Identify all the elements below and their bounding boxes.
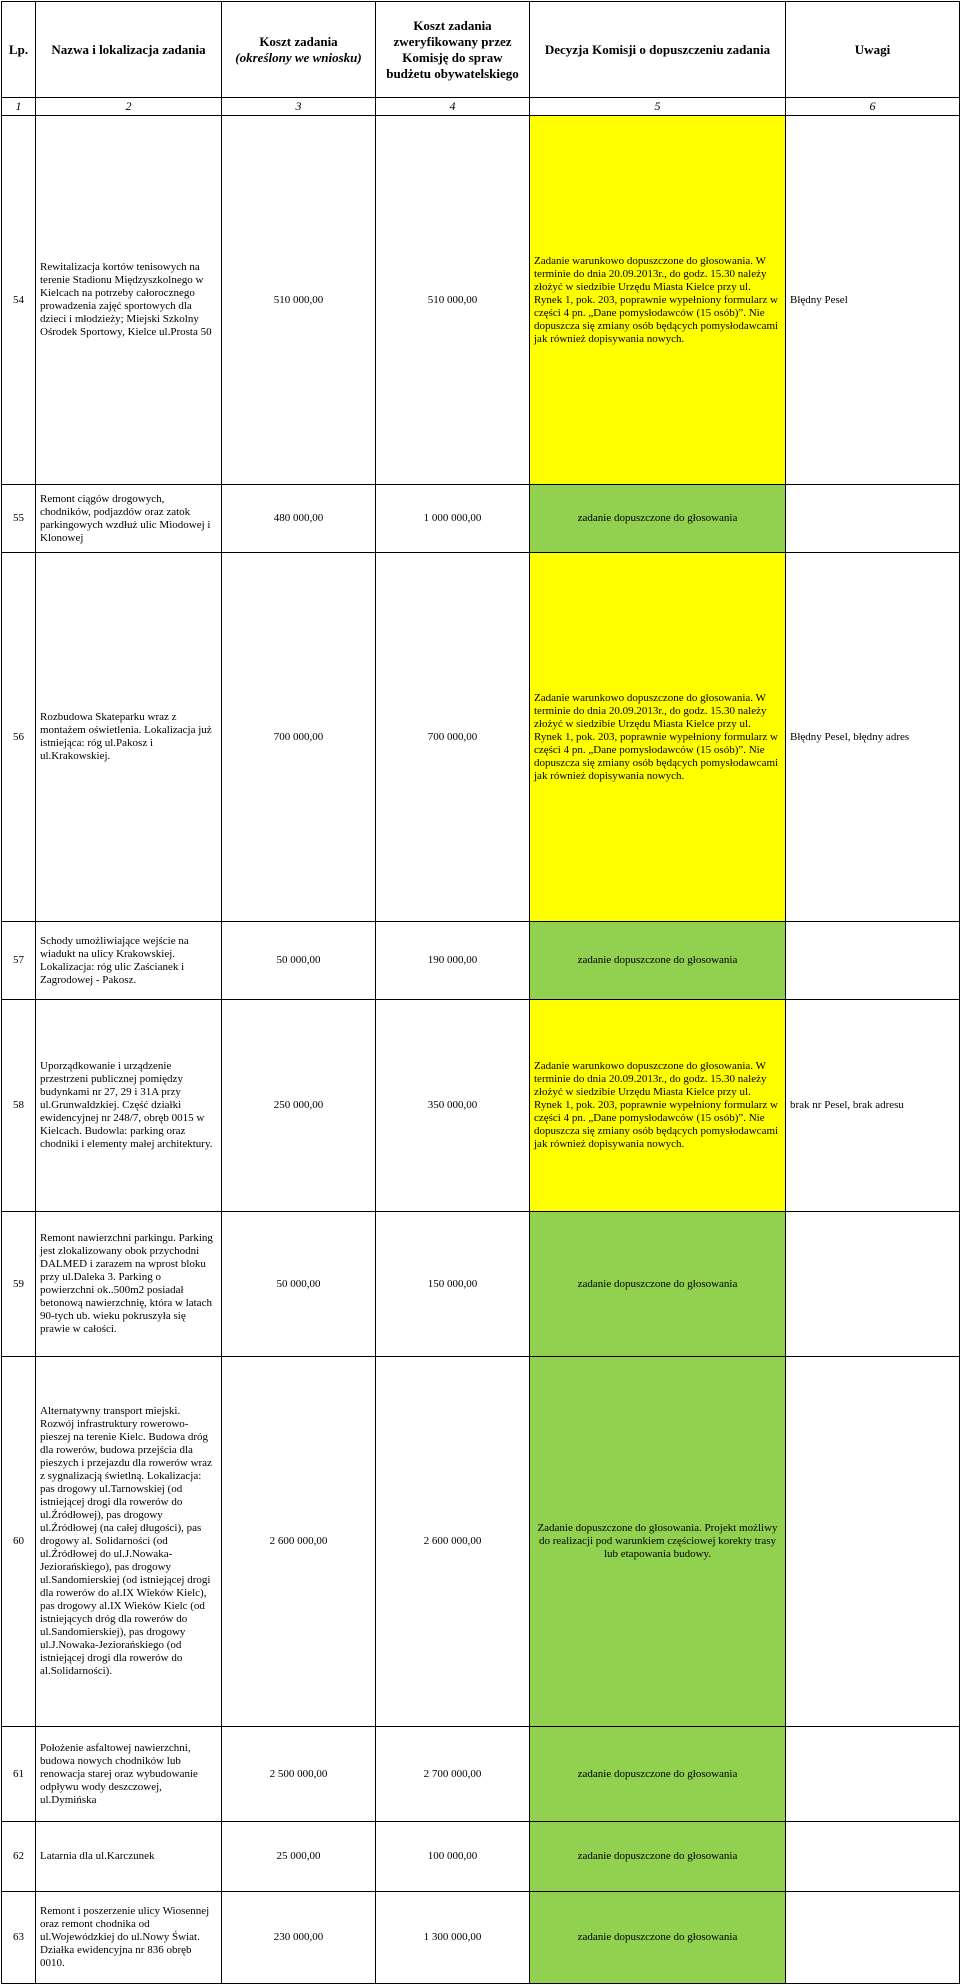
row-lp: 63	[2, 1892, 36, 1984]
row-lp: 56	[2, 553, 36, 922]
header-cost-title: Koszt zadania	[259, 33, 338, 49]
header-row	[2, 2, 960, 98]
row-verified-cost: 2 600 000,00	[376, 1357, 530, 1727]
row-notes	[786, 1892, 960, 1984]
table-row	[2, 1212, 960, 1357]
row-lp: 60	[2, 1357, 36, 1727]
row-cost: 50 000,00	[222, 922, 376, 1000]
row-cost: 50 000,00	[222, 1212, 376, 1357]
row-cost: 700 000,00	[222, 553, 376, 922]
table-row	[2, 1822, 960, 1892]
column-number: 6	[786, 98, 960, 116]
row-decision: zadanie dopuszczone do głosowania	[530, 922, 786, 1000]
row-lp: 59	[2, 1212, 36, 1357]
row-decision: Zadanie dopuszczone do głosowania. Projekt możliwy do realizacji pod warunkiem częściowej korekty trasy lub etapowania budowy.	[530, 1357, 786, 1727]
row-verified-cost: 700 000,00	[376, 553, 530, 922]
row-name: Rozbudowa Skateparku wraz z montażem oświetlenia. Lokalizacja już istniejąca: róg ul.Pakosz i ul.Krakowskiej.	[36, 553, 222, 922]
row-name: Alternatywny transport miejski. Rozwój infrastruktury rowerowo-pieszej na terenie Kielc. Budowa dróg dla rowerów, budowa przejścia dla pieszych i przejazdu dla rowerów wraz z sygnalizacją świetlną. Lokalizacja: pas drogowy ul.Tarnowskiej (od istniejącej drogi dla rowerów do ul.Źródłowej), pas drogowy ul.Źródłowej (na całej długości), pas drogowy al. Solidarności (od ul.Źródłowej do ul.J.Nowaka-Jeziorańskiego), pas drogowy ul.Sandomierskiej (od istniejącej drogi dla rowerów do al.IX Wieków Kielc), pas drogowy al.IX Wieków Kielc (od istniejących dróg dla rowerów do ul.Sandomierskiej), pas drogowy ul.J.Nowaka-Jeziorańskiego (od istniejącej drogi dla rowerów do al.Solidarności).	[36, 1357, 222, 1727]
row-verified-cost: 1 000 000,00	[376, 485, 530, 553]
row-name: Latarnia dla ul.Karczunek	[36, 1822, 222, 1892]
row-notes: Błędny Pesel, błędny adres	[786, 553, 960, 922]
row-decision: zadanie dopuszczone do głosowania	[530, 485, 786, 553]
table-row	[2, 1727, 960, 1822]
row-cost: 250 000,00	[222, 1000, 376, 1212]
header-cost	[222, 2, 376, 98]
row-name: Położenie asfaltowej nawierzchni, budowa nowych chodników lub renowacja starej oraz wybudowanie odpływu wody deszczowej, ul.Dymińska	[36, 1727, 222, 1822]
table-row	[2, 1892, 960, 1984]
row-cost: 2 600 000,00	[222, 1357, 376, 1727]
row-verified-cost: 1 300 000,00	[376, 1892, 530, 1984]
column-number: 4	[376, 98, 530, 116]
table-row	[2, 553, 960, 922]
row-notes: Błędny Pesel	[786, 116, 960, 485]
row-decision: Zadanie warunkowo dopuszczone do głosowania. W terminie do dnia 20.09.2013r., do godz. 15.30 należy złożyć w siedzibie Urzędu Miasta Kielce przy ul. Rynek 1, pok. 203, poprawnie wypełniony formularz w części 4 pn. „Dane pomysłodawców (15 osób)”. Nie dopuszcza się zmiany osób będących pomysłodawcami jak również dopisywania nowych.	[530, 1000, 786, 1212]
header-notes: Uwagi	[786, 2, 960, 98]
row-decision: zadanie dopuszczone do głosowania	[530, 1212, 786, 1357]
row-lp: 55	[2, 485, 36, 553]
row-decision: Zadanie warunkowo dopuszczone do głosowania. W terminie do dnia 20.09.2013r., do godz. 15.30 należy złożyć w siedzibie Urzędu Miasta Kielce przy ul. Rynek 1, pok. 203, poprawnie wypełniony formularz w części 4 pn. „Dane pomysłodawców (15 osób)”. Nie dopuszcza się zmiany osób będących pomysłodawcami jak również dopisywania nowych.	[530, 116, 786, 485]
row-name: Schody umożliwiające wejście na wiadukt na ulicy Krakowskiej. Lokalizacja: róg ulic Zaścianek i Zagrodowej - Pakosz.	[36, 922, 222, 1000]
row-notes	[786, 1727, 960, 1822]
row-decision: zadanie dopuszczone do głosowania	[530, 1727, 786, 1822]
row-decision: zadanie dopuszczone do głosowania	[530, 1822, 786, 1892]
row-lp: 62	[2, 1822, 36, 1892]
header-cost-subtitle: (określony we wniosku)	[235, 49, 362, 65]
row-cost: 510 000,00	[222, 116, 376, 485]
row-verified-cost: 190 000,00	[376, 922, 530, 1000]
column-number: 1	[2, 98, 36, 116]
row-notes	[786, 1357, 960, 1727]
row-decision: Zadanie warunkowo dopuszczone do głosowania. W terminie do dnia 20.09.2013r., do godz. 15.30 należy złożyć w siedzibie Urzędu Miasta Kielce przy ul. Rynek 1, pok. 203, poprawnie wypełniony formularz w części 4 pn. „Dane pomysłodawców (15 osób)”. Nie dopuszcza się zmiany osób będących pomysłodawcami jak również dopisywania nowych.	[530, 553, 786, 922]
table-row	[2, 485, 960, 553]
row-lp: 61	[2, 1727, 36, 1822]
column-number-row	[2, 98, 960, 116]
row-name: Remont i poszerzenie ulicy Wiosennej oraz remont chodnika od ul.Wojewódzkiej do ul.Nowy Świat. Działka ewidencyjna nr 836 obręb 0010.	[36, 1892, 222, 1984]
row-name: Uporządkowanie i urządzenie przestrzeni publicznej pomiędzy budynkami nr 27, 29 i 31A przy ul.Grunwaldzkiej. Część działki ewidencyjnej nr 248/7, obręb 0015 w Kielcach. Budowla: parking oraz chodniki i elementy małej architektury.	[36, 1000, 222, 1212]
row-lp: 58	[2, 1000, 36, 1212]
row-cost: 230 000,00	[222, 1892, 376, 1984]
row-lp: 54	[2, 116, 36, 485]
row-notes	[786, 1822, 960, 1892]
row-notes	[786, 485, 960, 553]
row-cost: 25 000,00	[222, 1822, 376, 1892]
row-cost: 480 000,00	[222, 485, 376, 553]
header-lp: Lp.	[2, 2, 36, 98]
row-verified-cost: 2 700 000,00	[376, 1727, 530, 1822]
row-verified-cost: 100 000,00	[376, 1822, 530, 1892]
row-name: Rewitalizacja kortów tenisowych na terenie Stadionu Międzyszkolnego w Kielcach na potrzeby całorocznego prowadzenia zajęć sportowych dla dzieci i młodzieży; Miejski Szkolny Ośrodek Sportowy, Kielce ul.Prosta 50	[36, 116, 222, 485]
header-verified: Koszt zadania zweryfikowany przez Komisję do spraw budżetu obywatelskiego	[376, 2, 530, 98]
table-row	[2, 1000, 960, 1212]
column-number: 2	[36, 98, 222, 116]
row-verified-cost: 350 000,00	[376, 1000, 530, 1212]
row-cost: 2 500 000,00	[222, 1727, 376, 1822]
table-row	[2, 922, 960, 1000]
row-notes: brak nr Pesel, brak adresu	[786, 1000, 960, 1212]
header-decision: Decyzja Komisji o dopuszczeniu zadania	[530, 2, 786, 98]
budget-tasks-table	[1, 1, 960, 1984]
row-notes	[786, 922, 960, 1000]
row-lp: 57	[2, 922, 36, 1000]
row-decision: zadanie dopuszczone do głosowania	[530, 1892, 786, 1984]
row-notes	[786, 1212, 960, 1357]
column-number: 5	[530, 98, 786, 116]
row-name: Remont ciągów drogowych, chodników, podjazdów oraz zatok parkingowych wzdłuż ulic Miodowej i Klonowej	[36, 485, 222, 553]
table-row	[2, 116, 960, 485]
row-verified-cost: 510 000,00	[376, 116, 530, 485]
column-number: 3	[222, 98, 376, 116]
row-name: Remont nawierzchni parkingu. Parking jest zlokalizowany obok przychodni DALMED i zarazem na wprost bloku przy ul.Daleka 3. Parking o powierzchni ok..500m2 posiadał betonową nawierzchnię, która w latach 90-tych ub. wieku pokruszyła się prawie w całości.	[36, 1212, 222, 1357]
row-verified-cost: 150 000,00	[376, 1212, 530, 1357]
header-name: Nazwa i lokalizacja zadania	[36, 2, 222, 98]
table-row	[2, 1357, 960, 1727]
